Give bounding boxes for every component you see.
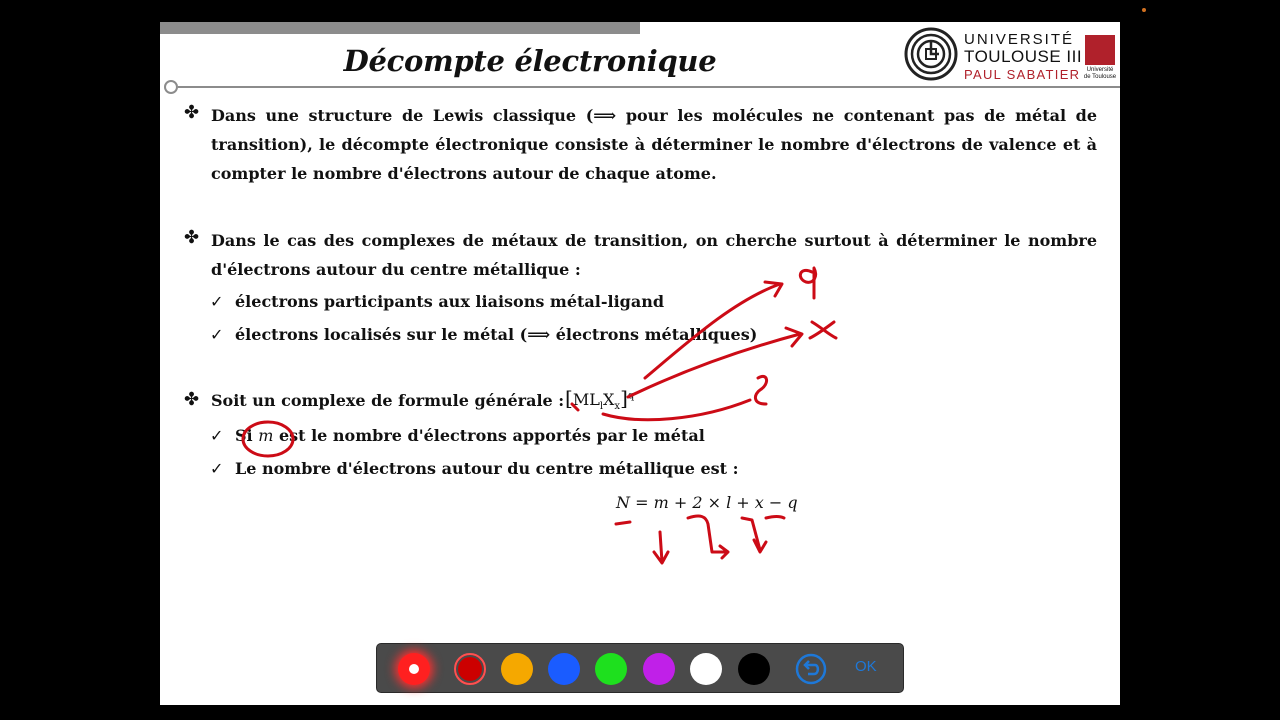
color-blue-button[interactable]	[548, 653, 580, 685]
logo-subtitle: Université de Toulouse	[1083, 67, 1117, 80]
university-logo	[902, 25, 1117, 85]
bullet-icon: ✤	[184, 227, 200, 248]
list-item-si-m: Si m est le nombre d'électrons apportés par le métal	[235, 426, 705, 445]
formula-ligand-L: L	[589, 390, 600, 409]
color-black-button[interactable]	[738, 653, 770, 685]
formula-subscript-x: x	[614, 401, 621, 413]
check-icon: ✓	[210, 325, 224, 344]
logo-emblem-icon	[904, 27, 958, 81]
color-dark-red-button[interactable]	[454, 653, 486, 685]
check-icon: ✓	[210, 292, 224, 311]
slide-top-bar	[160, 22, 640, 34]
check-icon: ✓	[210, 459, 224, 478]
bullet-icon: ✤	[184, 389, 200, 410]
check-icon: ✓	[210, 426, 224, 445]
undo-icon[interactable]	[795, 653, 827, 685]
list-item: électrons participants aux liaisons métal-ligand	[235, 292, 665, 311]
laser-pointer-button[interactable]	[398, 653, 430, 685]
title-rule-dot	[164, 80, 178, 94]
annotation-toolbar	[376, 643, 904, 693]
logo-line3: PAUL SABATIER	[964, 67, 1081, 82]
list-item: Le nombre d'électrons autour du centre métallique est :	[235, 459, 739, 478]
formula-subscript-l: l	[599, 401, 604, 413]
title-rule	[178, 86, 1120, 88]
status-dot	[1142, 8, 1146, 12]
logo-line1: UNIVERSITÉ	[964, 31, 1075, 48]
ok-button[interactable]: OK	[855, 658, 877, 675]
logo-line2: TOULOUSE III	[964, 47, 1083, 66]
paragraph-lewis: Dans une structure de Lewis classique (⟹ pour les molécules ne contenant pas de métal de transition), le décompte électronique consiste à déterminer le nombre d'électrons de valence et à compter le nombre d'électrons autour de chaque atome.	[211, 106, 1097, 183]
paragraph-complexes: Dans le cas des complexes de métaux de transition, on cherche surtout à déterminer le nombre d'électrons autour du centre métallique :	[211, 231, 1097, 279]
formula-charge-q: q	[627, 390, 635, 402]
paragraph-formula-intro: Soit un complexe de formule générale :	[211, 391, 565, 410]
color-purple-button[interactable]	[643, 653, 675, 685]
color-orange-button[interactable]	[501, 653, 533, 685]
slide-title: Décompte électronique	[343, 44, 717, 78]
color-green-button[interactable]	[595, 653, 627, 685]
bullet-icon: ✤	[184, 102, 200, 123]
list-item: électrons localisés sur le métal (⟹ électrons métalliques)	[235, 325, 758, 344]
color-white-button[interactable]	[690, 653, 722, 685]
formula-ligand-X: X	[603, 390, 615, 409]
variable-m: m	[258, 426, 274, 445]
formula-metal: M	[572, 390, 590, 409]
laser-dot-icon	[409, 664, 419, 674]
electron-count-equation: N = m + 2 × l + x − q	[616, 493, 798, 512]
complex-formula: $[ML_lX_x]^q$	[565, 386, 635, 413]
slide	[160, 22, 1120, 705]
logo-red-square	[1085, 35, 1115, 65]
